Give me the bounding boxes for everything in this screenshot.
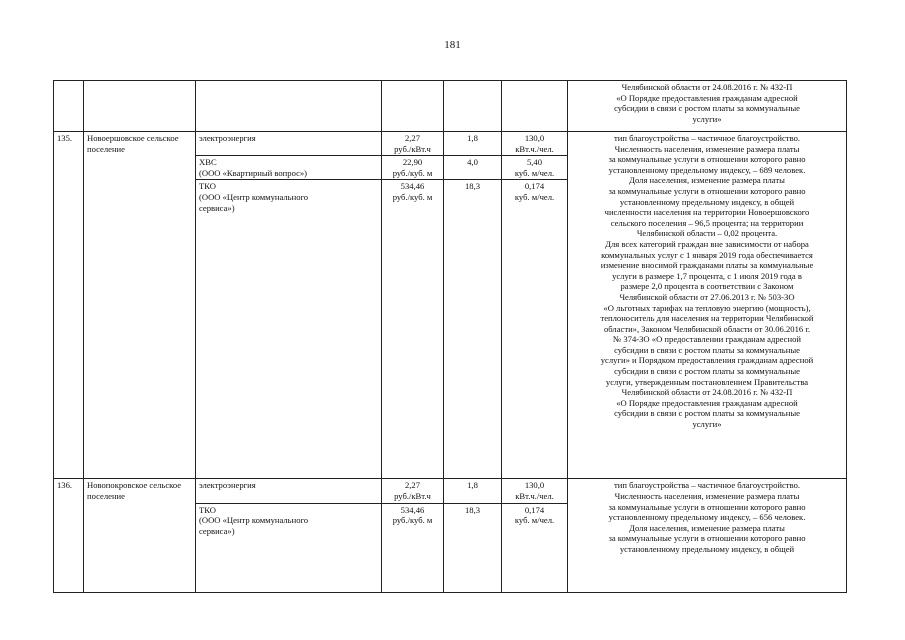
service-name: электроэнергия [196,479,382,503]
service-name: электроэнергия [196,132,382,156]
norm-value: 0,174 куб. м/чел. [502,503,568,592]
table-row [54,479,847,503]
norm-value: 130,0 кВт.ч./чел. [502,132,568,156]
norm-value: 130,0 кВт.ч./чел. [502,479,568,503]
index-value: 18,3 [444,503,502,592]
service-name: ТКО (ООО «Центр коммунального сервиса») [196,503,382,592]
settlement-name: Новопокровское сельское поселение [84,479,196,592]
service-name: ХВС (ООО «Квартирный вопрос») [196,156,382,180]
index-value: 1,8 [444,479,502,503]
index-value: 18,3 [444,180,502,479]
note-cell [568,81,847,132]
norm-value: 0,174 куб. м/чел. [502,180,568,479]
service-cell [196,81,382,132]
tariff-value: 534,46 руб./куб. м [382,503,444,592]
note-text: тип благоустройства – частичное благоустройство. Численность населения, изменение размера платы за коммунальные услуги в отношении которого равно установленному предельному индексу, – 689 человек. Доля населения, изменение размера платы за коммунальные услуги в отношении которого равно установленному предельному индексу, в общей численности населения на территории Новоершовского сельского поселения – 96,5 процента; на территории Челябинской области – 0,02 процента. Для всех категорий граждан вне зависимости от набора коммунальных услуг с 1 января 2019 года обеспечивается изменение вносимой гражданами платы за коммунальные услуги в размере 1,7 процента, с 1 июля 2019 года в размере 2,0 процента в соответствии с Законом Челябинской области от 27.06.2013 г. № 503-ЗО «О льготных тарифах на тепловую энергию (мощность), теплоноситель для населения на территории Челябинской области», Законом Челябинской области от 30.06.2016 г. № 374-ЗО «О предоставлении гражданам адресной субсидии в связи с ростом платы за коммунальные услуги» и Порядком предоставления гражданам адресной субсидии в связи с ростом платы за коммунальные услуги, утвержденным постановлением Правительства Челябинской области от 24.08.2016 г. № 432-П «О Порядке предоставления гражданам адресной субсидии в связи с ростом платы за коммунальные услуги» [600,133,814,430]
number-cell [54,81,84,132]
index-value: 1,8 [444,132,502,156]
settlement-cell [84,81,196,132]
tariff-value: 2,27 руб./кВт.ч [382,132,444,156]
continuation-row [54,81,847,132]
table-row [54,132,847,156]
norm-cell [502,81,568,132]
page-number: 181 [444,39,461,51]
settlement-name: Новоершовское сельское поселение [84,132,196,479]
index-cell [444,81,502,132]
tariff-value: 22,90 руб./куб. м [382,156,444,180]
norm-value: 5,40 куб. м/чел. [502,156,568,180]
tariff-value: 2,27 руб./кВт.ч [382,479,444,503]
index-value: 4,0 [444,156,502,180]
tariff-value: 534,46 руб./куб. м [382,180,444,479]
note-text: тип благоустройства – частичное благоустройство. Численность населения, изменение размера платы за коммунальные услуги в отношении которого равно установленному предельному индексу, – 656 человек. Доля населения, изменение размера платы за коммунальные услуги в отношении которого равно установленному предельному индексу, в общей [608,480,806,554]
note-cell [568,132,847,479]
tariff-table [53,80,847,593]
row-number: 136. [54,479,84,592]
note-cell [568,479,847,592]
note-text: Челябинской области от 24.08.2016 г. № 432-П «О Порядке предоставления гражданам адресной субсидии в связи с ростом платы за коммунальные услуги» [614,82,800,124]
row-number: 135. [54,132,84,479]
tariff-cell [382,81,444,132]
service-name: ТКО (ООО «Центр коммунального сервиса») [196,180,382,479]
